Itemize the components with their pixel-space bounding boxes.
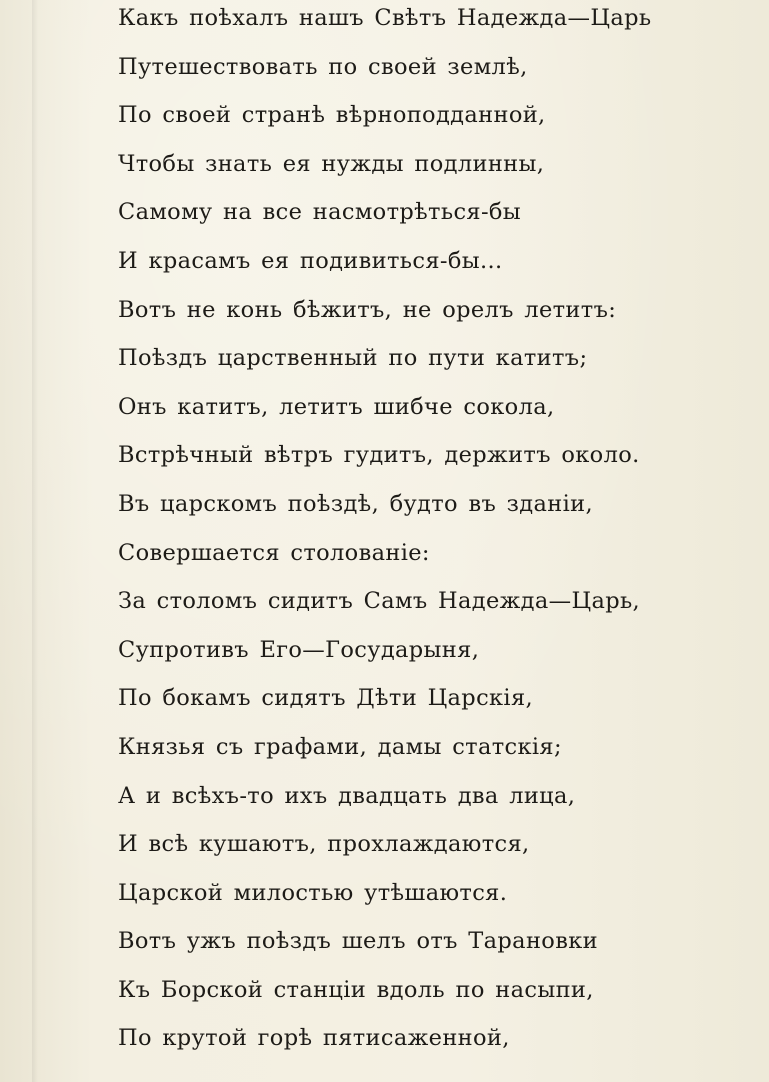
poem-line: Князья съ графами, дамы статскія;	[118, 733, 562, 760]
poem-line: Чтобы знать ея нужды подлинны,	[118, 150, 545, 177]
poem-line: Вотъ ужъ поѣздъ шелъ отъ Тарановки	[118, 928, 598, 955]
poem-line: А и всѣхъ-то ихъ двадцать два лица,	[118, 782, 576, 809]
poem-line: Въ царскомъ поѣздѣ, будто въ зданіи,	[118, 490, 593, 517]
poem-line: Супротивъ Его—Государыня,	[118, 636, 480, 663]
poem-line: За столомъ сидитъ Самъ Надежда—Царь,	[118, 588, 641, 615]
poem-line: И красамъ ея подивиться-бы...	[118, 247, 503, 274]
poem-line: По бокамъ сидятъ Дѣти Царскія,	[118, 685, 534, 712]
poem-text	[118, 0, 758, 1063]
poem-line: По крутой горѣ пятисаженной,	[118, 1025, 510, 1052]
poem-line: Поѣздъ царственный по пути катитъ;	[118, 345, 588, 372]
poem-line: Онъ катитъ, летитъ шибче сокола,	[118, 393, 555, 420]
poem-line: Встрѣчный вѣтръ гудитъ, держитъ около.	[118, 442, 640, 469]
poem-line: Совершается столованіе:	[118, 539, 430, 566]
page-fold-shadow	[32, 0, 38, 1082]
poem-line: По своей странѣ вѣрноподданной,	[118, 102, 546, 129]
poem-line: Самому на все насмотрѣться-бы	[118, 199, 522, 226]
poem-line: И всѣ кушаютъ, прохлаждаются,	[118, 831, 530, 858]
poem-line: Къ Борской станціи вдоль по насыпи,	[118, 976, 594, 1003]
poem-line: Путешествовать по своей землѣ,	[118, 53, 528, 80]
poem-line: Вотъ не конь бѣжитъ, не орелъ летитъ:	[118, 296, 617, 323]
poem-line: Какъ поѣхалъ нашъ Свѣтъ Надежда—Царь	[118, 5, 652, 31]
poem-line: Царской милостью утѣшаются.	[118, 879, 508, 906]
